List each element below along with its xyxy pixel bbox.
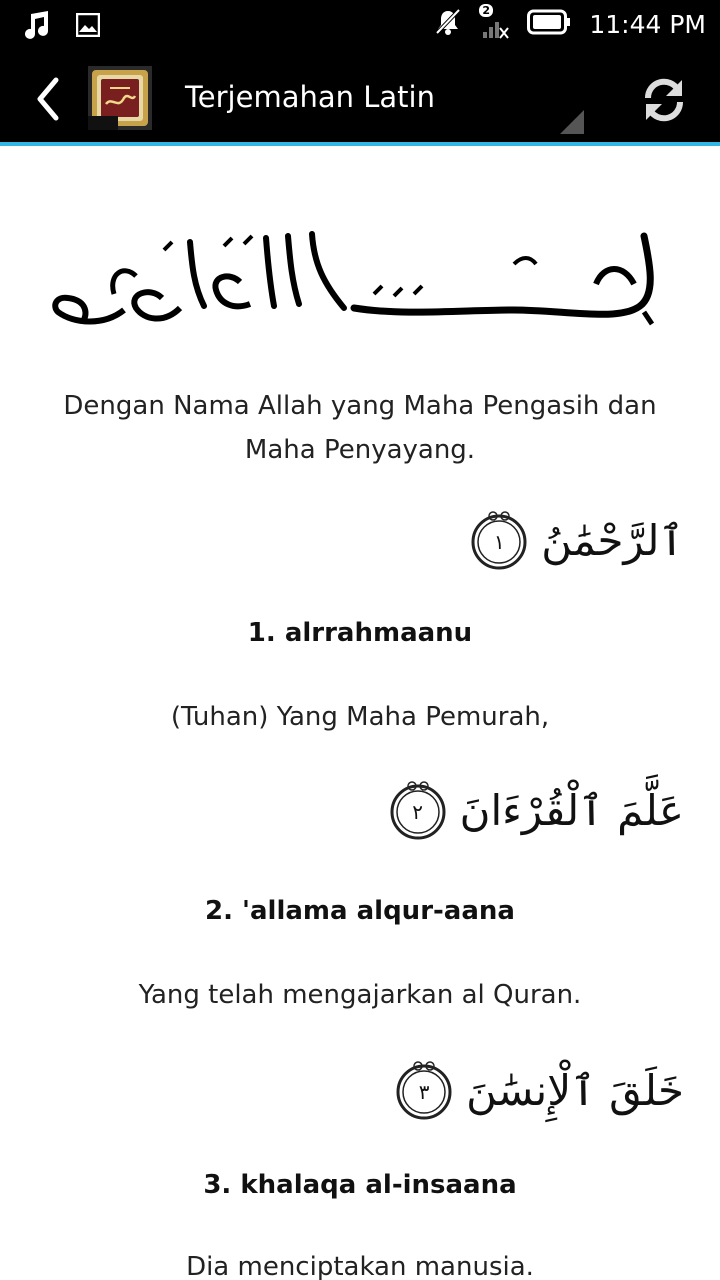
status-bar xyxy=(0,0,720,50)
verse-latin: 1. alrrahmaanu xyxy=(247,618,473,648)
ayah-number-marker xyxy=(392,1058,456,1122)
verse-arabic xyxy=(392,1058,684,1122)
back-arrow-icon[interactable] xyxy=(30,74,70,124)
ayah-number: ١ xyxy=(493,530,505,554)
verse-arabic-text: خَلَقَ ٱلْإِنسَٰنَ xyxy=(466,1065,684,1115)
mute-icon xyxy=(435,8,461,40)
verse-arabic-text: ٱلرَّحْمَٰنُ xyxy=(541,515,684,565)
bismillah-translation: Dengan Nama Allah yang Maha Pengasih dan Maha Penyayang. xyxy=(63,391,657,465)
verse-latin: 3. khalaqa al-insaana xyxy=(203,1170,517,1200)
image-icon xyxy=(76,13,100,41)
verse-arabic xyxy=(386,778,684,842)
app-logo-icon[interactable] xyxy=(88,66,152,130)
ayah-number-marker xyxy=(386,778,450,842)
verse-arabic xyxy=(467,508,684,572)
overflow-indicator xyxy=(560,110,584,134)
verse-arabic-text: عَلَّمَ ٱلْقُرْءَانَ xyxy=(459,785,684,835)
battery-icon xyxy=(527,9,571,39)
status-time: 11:44 PM xyxy=(589,9,706,39)
ayah-number: ٣ xyxy=(418,1080,430,1104)
signal-icon xyxy=(479,4,509,40)
verse-latin: 2. 'allama alqur-aana xyxy=(205,896,515,926)
ayah-number-marker xyxy=(467,508,531,572)
refresh-icon[interactable] xyxy=(638,74,690,126)
music-note-icon xyxy=(22,10,50,44)
verse-translation: Dia menciptakan manusia. xyxy=(186,1252,534,1280)
verse-translation: (Tuhan) Yang Maha Pemurah, xyxy=(170,702,550,732)
bismillah-calligraphy xyxy=(44,224,678,344)
page-title: Terjemahan Latin xyxy=(185,80,435,114)
verse-list[interactable] xyxy=(0,146,720,1280)
verse-translation: Yang telah mengajarkan al Quran. xyxy=(138,980,582,1010)
ayah-number: ٢ xyxy=(412,800,424,824)
signal-badge: 2 xyxy=(479,4,493,17)
